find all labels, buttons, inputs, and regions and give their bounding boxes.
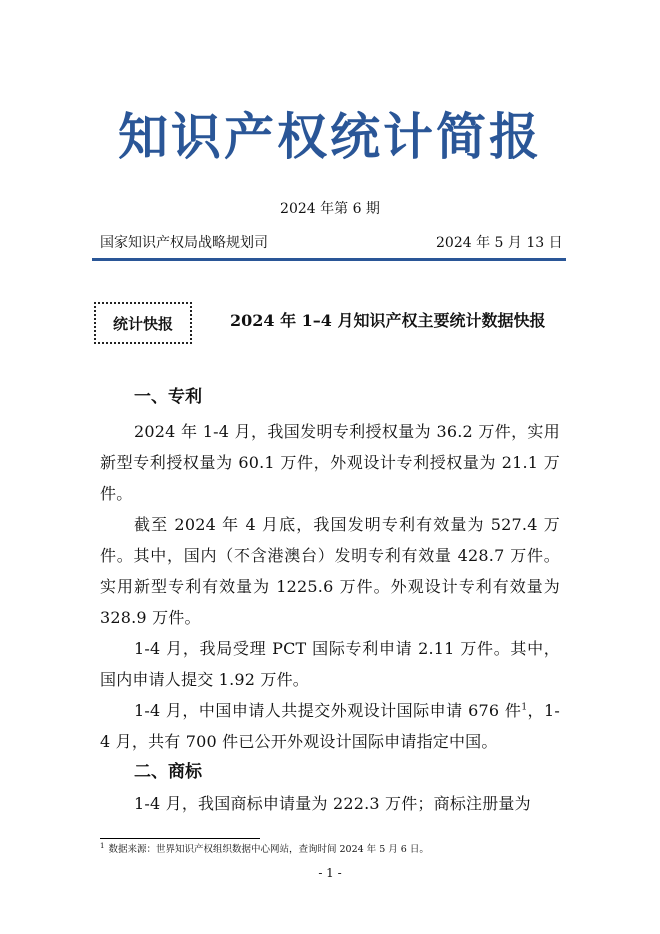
design-text: 1-4 月，中国申请人共提交外观设计国际申请 676 件 [134, 701, 522, 720]
section-heading-patent: 一、专利 [134, 387, 202, 407]
page-number: - 1 - [318, 866, 342, 880]
design-text-tail: ，1-4 月，共有 700 件已公开外观设计国际申请指定中国。 [100, 701, 560, 751]
section-heading-trademark: 二、商标 [134, 762, 202, 782]
issuing-bureau: 国家知识产权局战略规划司 [100, 235, 268, 251]
category-tag-label: 统计快报 [112, 314, 173, 333]
masthead-title: 知识产权统计简报 [118, 107, 542, 166]
footnote-divider [100, 838, 260, 839]
header-divider [92, 258, 566, 261]
category-tag [94, 302, 192, 344]
issue-date: 2024 年 5 月 13 日 [436, 235, 563, 251]
paragraph-design-international [100, 695, 560, 757]
footnote [100, 842, 429, 856]
document-title: 2024 年 1–4 月知识产权主要统计数据快报 [230, 311, 546, 330]
paragraph-patent-in-force: 截至 2024 年 4 月底，我国发明专利有效量为 527.4 万件。其中，国内（不含港澳台）发明专利有效量 428.7 万件。实用新型专利有效量为 1225.6 万件。外观设计专利有效量为 328.9 万件。 [100, 515, 560, 627]
paragraph-trademark: 1-4 月，我国商标申请量为 222.3 万件；商标注册量为 [134, 794, 531, 813]
footnote-number: 1 [100, 842, 105, 850]
footnote-text: 数据来源：世界知识产权组织数据中心网站，查询时间 2024 年 5 月 6 日。 [108, 844, 429, 856]
footnote-ref[interactable]: 1 [521, 702, 528, 713]
issue-number: 2024 年第 6 期 [280, 201, 380, 217]
paragraph-patent-grants: 2024 年 1-4 月，我国发明专利授权量为 36.2 万件，实用新型专利授权量为 60.1 万件，外观设计专利授权量为 21.1 万件。 [100, 422, 560, 503]
paragraph-pct: 1-4 月，我局受理 PCT 国际专利申请 2.11 万件。其中，国内申请人提交 1.92 万件。 [100, 639, 560, 689]
